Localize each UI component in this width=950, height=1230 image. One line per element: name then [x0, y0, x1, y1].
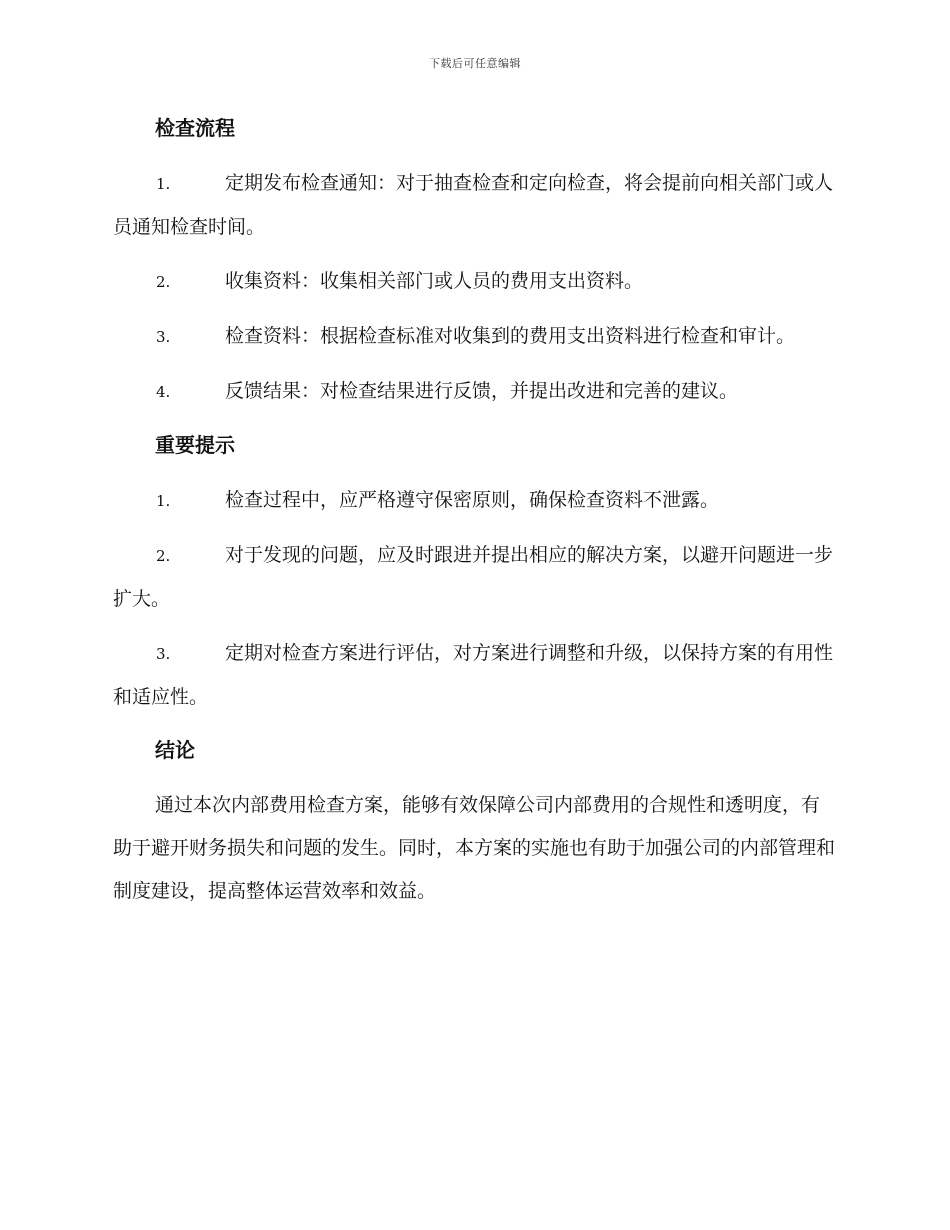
section-heading-conclusion: 结论 — [155, 738, 195, 762]
header-note: 下载后可任意编辑 — [429, 57, 521, 70]
list-item — [113, 260, 835, 304]
list-item — [113, 162, 835, 249]
document-body — [113, 108, 835, 913]
list-item-number: 2. — [156, 273, 171, 291]
list-item — [113, 534, 835, 621]
list-item — [113, 479, 835, 523]
list-item-number: 2. — [156, 547, 171, 565]
section-heading-process: 检查流程 — [155, 116, 235, 140]
list-item-number: 1. — [156, 492, 171, 510]
section-heading-notice: 重要提示 — [155, 433, 235, 457]
list-item-text: 收集资料：收集相关部门或人员的费用支出资料。 — [225, 270, 644, 292]
list-item-text: 定期对检查方案进行评估，对方案进行调整和升级，以保持方案的有用性和适应性。 — [113, 642, 834, 708]
list-item — [113, 632, 835, 719]
list-item-text: 反馈结果：对检查结果进行反馈，并提出改进和完善的建议。 — [225, 380, 739, 402]
list-item-number: 3. — [156, 645, 171, 663]
list-item-text: 检查资料：根据检查标准对收集到的费用支出资料进行检查和审计。 — [225, 325, 796, 347]
list-item-text: 检查过程中，应严格遵守保密原则，确保检查资料不泄露。 — [225, 489, 720, 511]
list-item — [113, 370, 835, 414]
conclusion-paragraph: 通过本次内部费用检查方案，能够有效保障公司内部费用的合规性和透明度，有助于避开财务损失和问题的发生。同时，本方案的实施也有助于加强公司的内部管理和制度建设，提高整体运营效率和效益。 — [113, 794, 836, 902]
list-item-number: 3. — [156, 328, 171, 346]
list-item-text: 对于发现的问题，应及时跟进并提出相应的解决方案，以避开问题进一步扩大。 — [113, 544, 834, 610]
list-item-text: 定期发布检查通知：对于抽查检查和定向检查，将会提前向相关部门或人员通知检查时间。 — [113, 172, 834, 238]
list-item — [113, 315, 835, 359]
list-item-number: 1. — [156, 175, 171, 193]
list-item-number: 4. — [156, 383, 171, 401]
